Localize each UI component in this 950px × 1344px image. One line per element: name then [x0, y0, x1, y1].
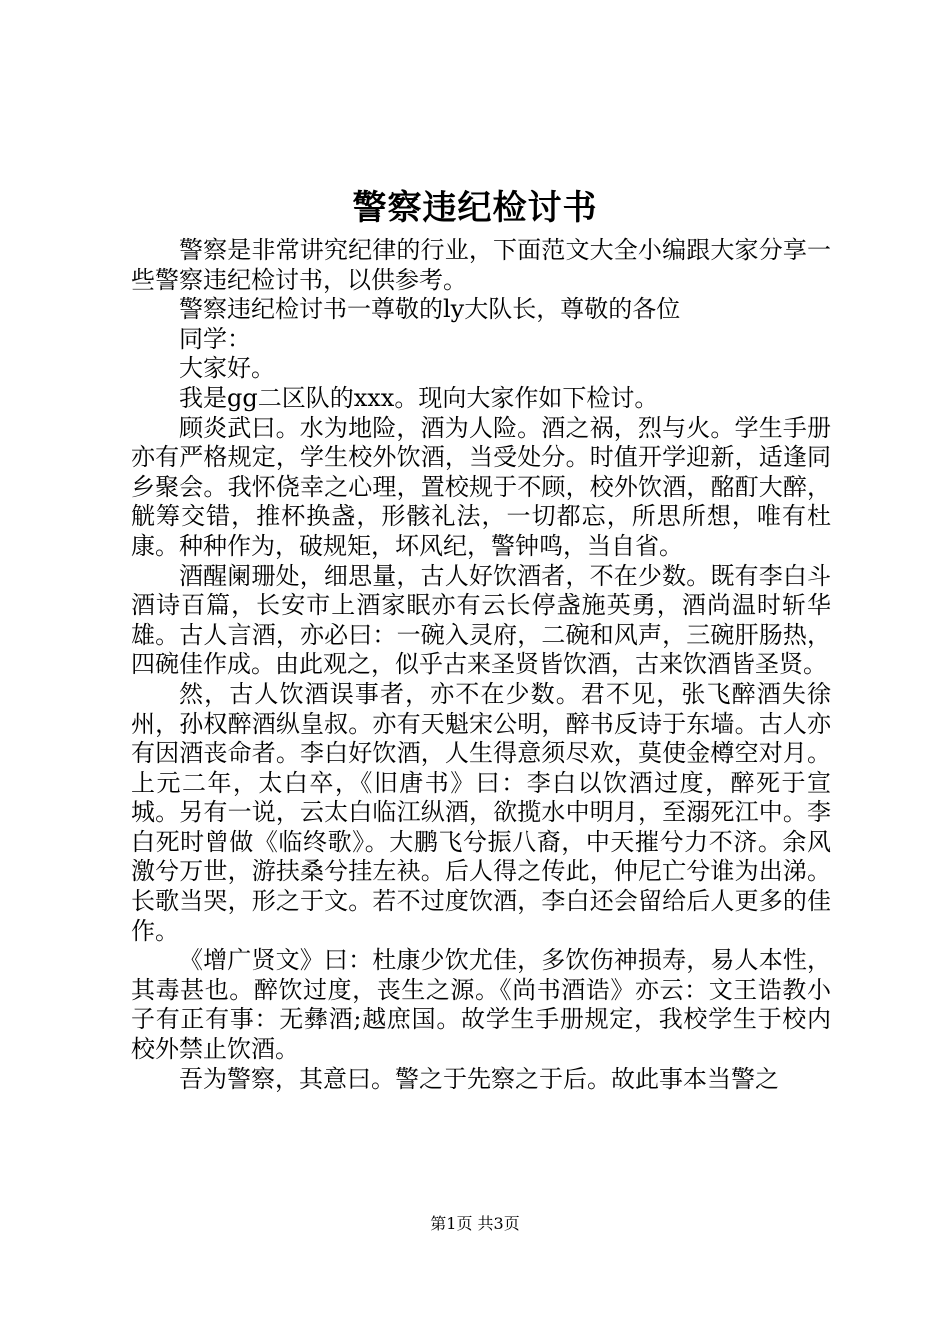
paragraph-salutation: 警察违纪检讨书一尊敬的ly大队长，尊敬的各位	[179, 295, 681, 324]
paragraph-body: 顾炎武曰。水为地险，酒为人险。酒之祸，烈与火。学生手册亦有严格规定，学生校外饮酒，当受处分。时值开学迎新，适逢同乡聚会。我怀侥幸之心理，置校规于不顾，校外饮酒，酩酊大醉，觥筹交错，推杯换盏，形骸礼法，一切都忘，所思所想，唯有杜康。种种作为，破规矩，坏风纪，警钟鸣，当自省。	[131, 413, 831, 560]
paragraph-body: 酒醒阑珊处，细思量，古人好饮酒者，不在少数。既有李白斗酒诗百篇，长安市上酒家眠亦有云长停盏施英勇，酒尚温时斩华雄。古人言酒，亦必曰：一碗入灵府，二碗和风声，三碗肝肠热，四碗佳作成。由此观之，似乎古来圣贤皆饮酒，古来饮酒皆圣贤。	[131, 561, 831, 679]
document-title: 警察违纪检讨书	[352, 188, 598, 228]
paragraph-body: 《增广贤文》曰：杜康少饮尤佳，多饮伤神损寿，易人本性，其毒甚也。醉饮过度，丧生之源。《尚书酒诰》亦云：文王诰教小子有正有事：无彝酒;越庶国。故学生手册规定，我校学生于校内校外禁止饮酒。	[131, 946, 831, 1064]
paragraph-body: 然，古人饮酒误事者，亦不在少数。君不见，张飞醉酒失徐州，孙权醉酒纵皇叔。亦有天魁宋公明，醉书反诗于东墙。古人亦有因酒丧命者。李白好饮酒，人生得意须尽欢，莫使金樽空对月。上元二年，太白卒，《旧唐书》曰：李白以饮酒过度，醉死于宣城。另有一说，云太白临江纵酒，欲揽水中明月，至溺死江中。李白死时曾做《临终歌》。大鹏飞兮振八裔，中天摧兮力不济。余风激兮万世，游扶桑兮挂左袂。后人得之传此，仲尼亡兮谁为出涕。长歌当哭，形之于文。若不过度饮酒，李白还会留给后人更多的佳作。	[131, 679, 831, 945]
paragraph-self-introduction: 我是gg二区队的xxx。现向大家作如下检讨。	[179, 383, 659, 412]
page-footer: 第1页 共3页	[430, 1214, 520, 1233]
paragraph-body: 吾为警察，其意曰。警之于先察之于后。故此事本当警之	[179, 1064, 779, 1093]
paragraph-greeting: 大家好。	[179, 354, 275, 383]
paragraph-intro: 警察是非常讲究纪律的行业，下面范文大全小编跟大家分享一些警察违纪检讨书，以供参考。	[131, 236, 831, 294]
document-body	[131, 236, 831, 1094]
paragraph-addressee: 同学：	[179, 324, 251, 353]
